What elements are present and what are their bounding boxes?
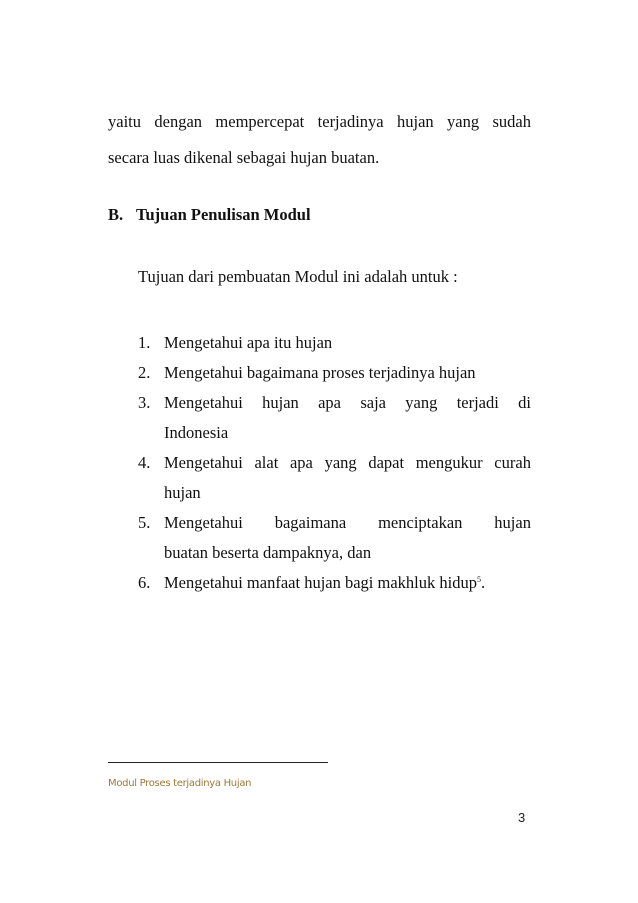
- list-number: 5.: [138, 513, 151, 532]
- list-number: 3.: [138, 393, 151, 412]
- paragraph-line-2: secara luas dikenal sebagai hujan buatan.: [108, 148, 380, 167]
- word: alat: [254, 453, 279, 472]
- word: bagaimana: [274, 513, 347, 532]
- word: Mengetahui: [164, 453, 243, 472]
- list-item-text-line-1: [164, 508, 531, 538]
- word: terjadinya: [317, 112, 384, 131]
- list-item-text-line-2: Indonesia: [164, 423, 229, 442]
- list-item-text: Mengetahui bagaimana proses terjadinya hujan: [164, 363, 476, 382]
- list-number: 2.: [138, 363, 151, 382]
- list-item-text-line-1: [164, 388, 531, 418]
- word: apa: [289, 453, 313, 472]
- word: hujan: [397, 112, 434, 131]
- list-item-text: [164, 568, 531, 598]
- list-item: [138, 388, 531, 448]
- list-item: [138, 508, 531, 568]
- list-item: [138, 568, 531, 598]
- word: mengukur: [415, 453, 483, 472]
- list-item-period: .: [480, 573, 486, 592]
- word: apa: [318, 393, 342, 412]
- word: terjadi: [456, 393, 499, 412]
- list-item-text: Mengetahui apa itu hujan: [164, 333, 333, 352]
- section-letter: B.: [108, 205, 124, 224]
- word: mempercepat: [215, 112, 305, 131]
- footnote-text: Modul Proses terjadinya Hujan: [108, 778, 252, 789]
- objectives-list: [138, 328, 531, 598]
- list-item: [138, 448, 531, 508]
- paragraph-line-1: [108, 112, 531, 132]
- word: di: [518, 393, 531, 412]
- word: saja: [360, 393, 386, 412]
- word: yaitu: [108, 112, 141, 131]
- word: curah: [494, 453, 531, 472]
- word: yang: [447, 112, 480, 131]
- section-heading: [108, 205, 311, 225]
- list-number: 4.: [138, 453, 151, 472]
- list-item-body: Mengetahui manfaat hujan bagi makhluk hidup: [164, 573, 477, 592]
- word: dengan: [154, 112, 203, 131]
- word: hujan: [262, 393, 299, 412]
- word: dapat: [368, 453, 405, 472]
- list-item: [138, 358, 531, 388]
- word: menciptakan: [378, 513, 463, 532]
- word: Mengetahui: [164, 513, 243, 532]
- section-title: Tujuan Penulisan Modul: [136, 205, 311, 224]
- list-number: 1.: [138, 333, 151, 352]
- section-intro: Tujuan dari pembuatan Modul ini adalah untuk :: [138, 267, 458, 286]
- word: yang: [324, 453, 357, 472]
- list-item: [138, 328, 531, 358]
- list-item-text-line-2: buatan beserta dampaknya, dan: [164, 543, 372, 562]
- word: hujan: [494, 513, 531, 532]
- page-number: 3: [518, 810, 526, 825]
- word: sudah: [492, 112, 531, 131]
- footnote-separator: [108, 762, 328, 763]
- footnote-marker: 5: [476, 575, 481, 584]
- word: Mengetahui: [164, 393, 243, 412]
- list-item-text-line-2: hujan: [164, 483, 201, 502]
- list-number: 6.: [138, 573, 151, 592]
- word: yang: [405, 393, 438, 412]
- list-item-text-line-1: [164, 448, 531, 478]
